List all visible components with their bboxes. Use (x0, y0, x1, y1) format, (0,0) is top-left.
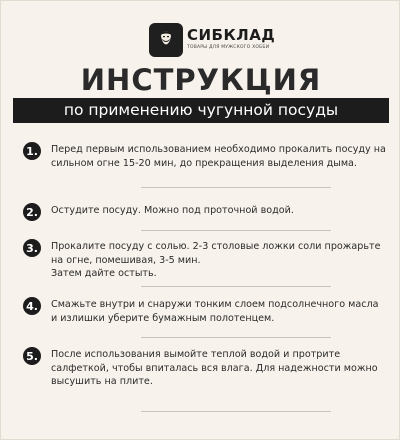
step-text: Прокалите посуду с солью. 2-3 столовые ложки соли прожарьте на огне, помешивая, 3-5 мин. (51, 241, 381, 266)
step-number: 2. (23, 203, 41, 221)
step-number: 5. (23, 347, 41, 365)
step-number: 4. (23, 297, 41, 315)
bearded-man-logo-icon (149, 23, 183, 57)
step-text: Перед первым использованием необходимо прокалить посуду на сильном огне 15-20 мин, до прекращения выделения дыма. (51, 144, 386, 169)
brand-logo (149, 23, 276, 61)
separator (141, 230, 331, 231)
brand-tagline: ТОВАРЫ ДЛЯ МУЖСКОГО ХОББИ (187, 45, 270, 50)
brand-name: СИБКЛАД (187, 26, 276, 44)
page-subtitle: по применению чугунной посуды (13, 98, 389, 123)
step-text-extra: Затем дайте остыть. (51, 268, 157, 279)
page-title: ИНСТРУКЦИЯ (80, 63, 322, 97)
step-text: Смажьте внутри и снаружи тонким слоем подсолнечного масла и излишки уберите бумажным полотенцем. (51, 299, 379, 324)
step-number: 1. (23, 142, 41, 160)
step-number: 3. (23, 239, 41, 257)
separator (141, 411, 331, 412)
separator (141, 187, 331, 188)
separator (141, 286, 331, 287)
step-text: После использования вымойте теплой водой и протрите салфеткой, чтобы впиталась вся влага. Для надежности можно высушить на плите. (51, 349, 378, 387)
step-text: Остудите посуду. Можно под проточной водой. (51, 205, 294, 216)
separator (141, 337, 331, 338)
